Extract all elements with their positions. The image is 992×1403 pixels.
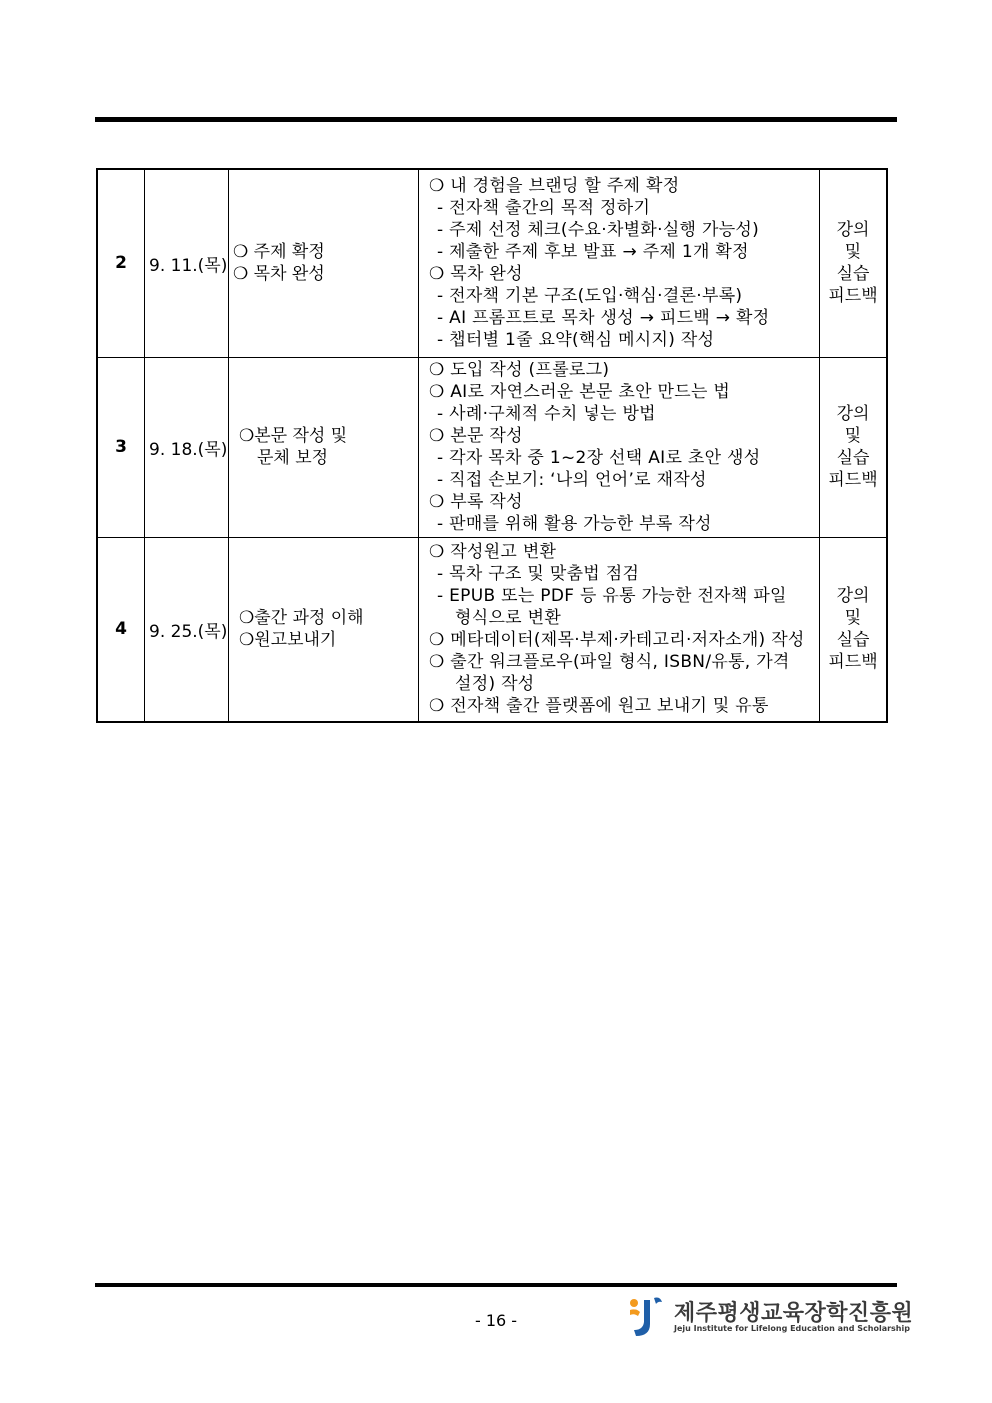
method-line: 및: [844, 608, 862, 629]
content-line: 형식으로 변환: [455, 608, 562, 629]
method-line: 및: [844, 242, 862, 263]
schedule-table: [96, 168, 888, 723]
method-line: 실습: [836, 630, 870, 651]
content-line: - 전자책 기본 구조(도입·핵심·결론·부록): [437, 286, 743, 307]
content-line: ❍ 출간 워크플로우(파일 형식, ISBN/유통, 가격: [429, 652, 790, 673]
session-topic: [229, 169, 419, 357]
session-number: 2: [97, 169, 145, 357]
topic-line: ❍본문 작성 및: [239, 426, 348, 446]
session-content: [419, 537, 820, 722]
content-line: ❍ AI로 자연스러운 본문 초안 만드는 법: [429, 382, 731, 402]
content-line: ❍ 도입 작성 (프롤로그): [429, 360, 610, 380]
content-line: ❍ 내 경험을 브랜딩 할 주제 확정: [429, 176, 680, 197]
content-line: - 챕터별 1줄 요약(핵심 메시지) 작성: [437, 330, 715, 351]
content-line: ❍ 부록 작성: [429, 492, 523, 512]
session-method: [820, 537, 888, 722]
topic-line: ❍ 목차 완성: [233, 264, 325, 285]
content-line: - 직접 손보기: ‘나의 언어’로 재작성: [437, 470, 707, 490]
topic-line: ❍ 주제 확정: [233, 242, 325, 263]
method-line: 강의: [836, 220, 870, 241]
method-line: 피드백: [828, 470, 878, 490]
content-line: - 사례·구체적 수치 넣는 방법: [437, 404, 656, 424]
content-line: ❍ 작성원고 변환: [429, 542, 557, 563]
content-line: - 판매를 위해 활용 가능한 부록 작성: [437, 514, 712, 534]
session-content: [419, 169, 820, 357]
institute-name: 제주평생교육장학진흥원: [674, 1301, 914, 1326]
method-line: 피드백: [828, 652, 878, 673]
institute-logo: [626, 1294, 914, 1340]
session-date: 9. 18.(목): [145, 357, 229, 537]
table-row: [97, 357, 887, 537]
header-rule: [95, 117, 897, 122]
content-line: ❍ 본문 작성: [429, 426, 523, 446]
method-line: 실습: [836, 264, 870, 285]
content-line: ❍ 메타데이터(제목·부제·카테고리·저자소개) 작성: [429, 630, 805, 651]
content-line: - 각자 목차 중 1~2장 선택 AI로 초안 생성: [437, 448, 761, 468]
session-date: 9. 11.(목): [145, 169, 229, 357]
session-method: [820, 169, 888, 357]
session-date: 9. 25.(목): [145, 537, 229, 722]
topic-line: 문체 보정: [257, 448, 329, 468]
table-row: [97, 169, 887, 357]
institute-subtitle: Jeju Institute for Lifelong Education and Scholarship: [674, 1324, 910, 1333]
session-topic: [229, 357, 419, 537]
method-line: 강의: [836, 586, 870, 607]
method-line: 실습: [836, 448, 870, 468]
page-number: - 16 -: [474, 1311, 518, 1330]
content-line: ❍ 목차 완성: [429, 264, 523, 285]
institute-emblem-icon: [626, 1294, 670, 1340]
content-line: 설정) 작성: [455, 674, 535, 695]
content-line: - EPUB 또는 PDF 등 유통 가능한 전자책 파일: [437, 586, 787, 607]
content-line: - 전자책 출간의 목적 정하기: [437, 198, 651, 219]
content-line: - 목차 구조 및 맞춤법 점검: [437, 564, 640, 585]
content-line: ❍ 전자책 출간 플랫폼에 원고 보내기 및 유통: [429, 696, 769, 717]
topic-line: ❍원고보내기: [239, 630, 337, 651]
footer-rule: [95, 1283, 897, 1287]
method-line: 및: [844, 426, 862, 446]
session-method: [820, 357, 888, 537]
method-line: 강의: [836, 404, 870, 424]
method-line: 피드백: [828, 286, 878, 307]
session-topic: [229, 537, 419, 722]
topic-line: ❍출간 과정 이해: [239, 608, 364, 629]
table-row: [97, 537, 887, 722]
content-line: - AI 프롬프트로 목차 생성 → 피드백 → 확정: [437, 308, 770, 329]
session-number: 3: [97, 357, 145, 537]
content-line: - 제출한 주제 후보 발표 → 주제 1개 확정: [437, 242, 749, 263]
session-number: 4: [97, 537, 145, 722]
session-content: [419, 357, 820, 537]
content-line: - 주제 선정 체크(수요·차별화·실행 가능성): [437, 220, 760, 241]
